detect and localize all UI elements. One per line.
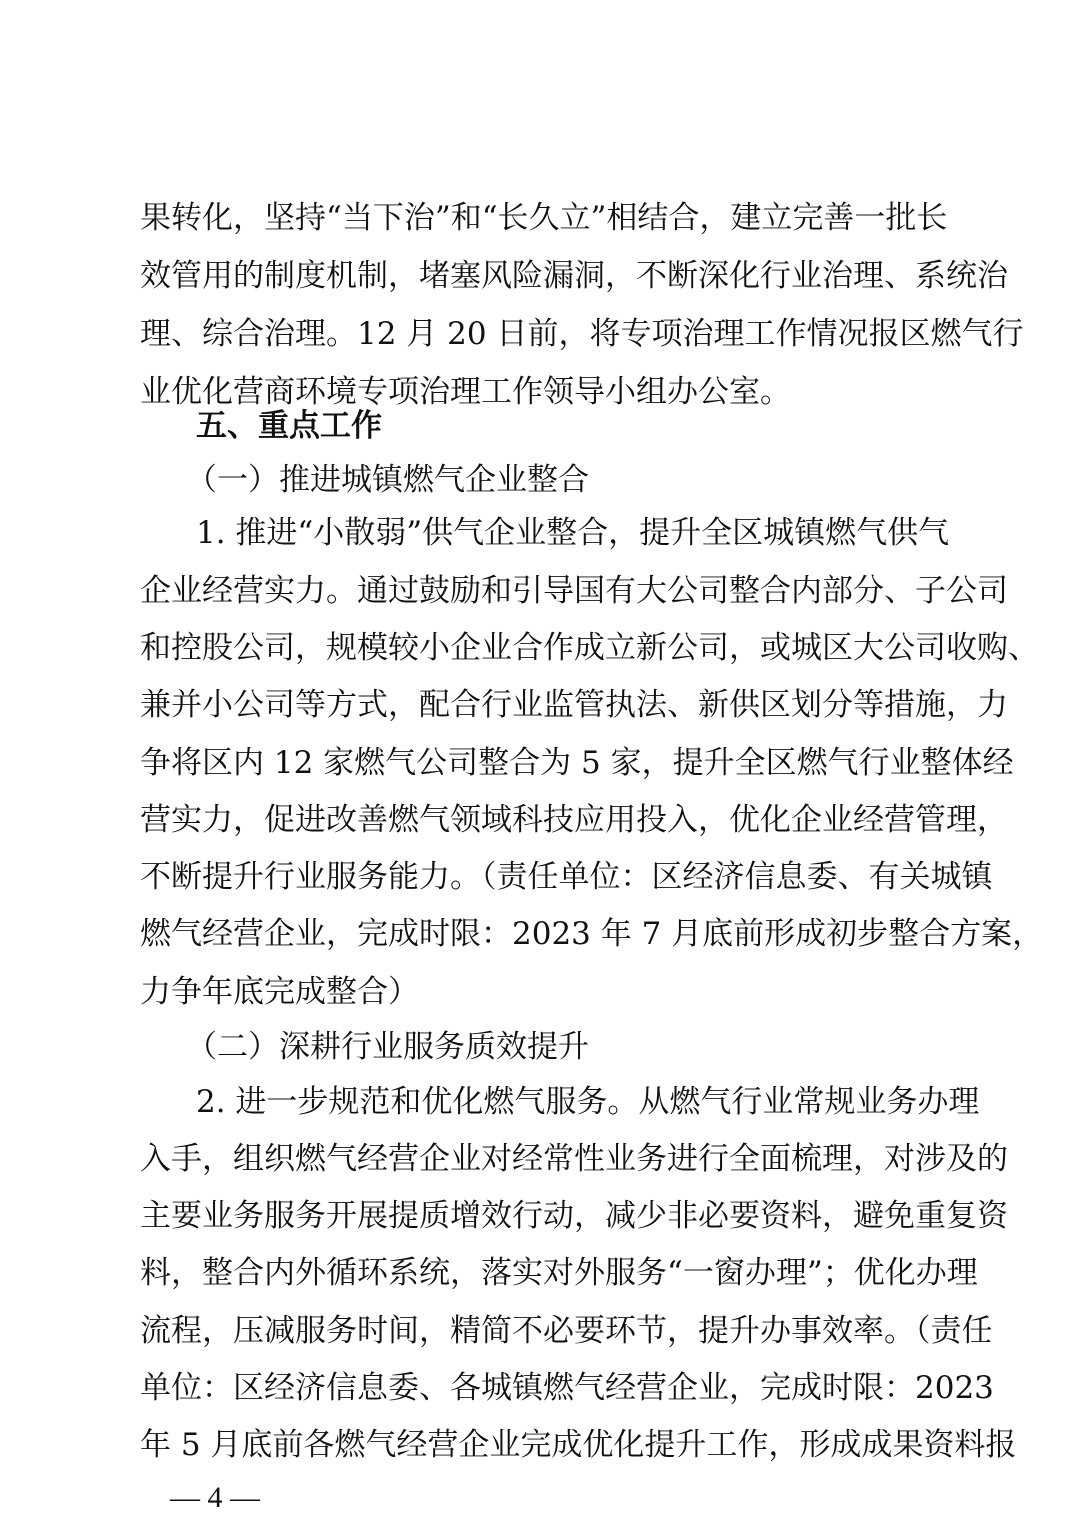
item-one-line-9: 力争年底完成整合） <box>140 974 419 1010</box>
item-one-line-6: 营实力，促进改善燃气领域科技应用投入，优化企业经营管理， <box>140 802 1008 838</box>
item-two-line-6: 单位：区经济信息委、各城镇燃气经营企业，完成时限：2023 <box>140 1370 994 1406</box>
intro-line-3: 理、综合治理。12 月 20 日前，将专项治理工作情况报区燃气行 <box>140 316 1024 352</box>
item-two-line-5: 流程，压减服务时间，精简不必要环节，提升办事效率。（责任 <box>140 1313 993 1349</box>
subsection-two-title: （二）深耕行业服务质效提升 <box>186 1029 589 1065</box>
item-two-line-4: 料，整合内外循环系统，落实对外服务“一窗办理”；优化办理 <box>140 1255 978 1291</box>
intro-line-1: 果转化，坚持“当下治”和“长久立”相结合，建立完善一批长 <box>140 200 948 236</box>
item-two-line-2: 入手，组织燃气经营企业对经常性业务进行全面梳理，对涉及的 <box>140 1141 1008 1177</box>
item-one-line-5: 争将区内 12 家燃气公司整合为 5 家，提升全区燃气行业整体经 <box>140 745 1014 781</box>
item-two-line-7: 年 5 月底前各燃气经营企业完成优化提升工作，形成成果资料报 <box>140 1427 1017 1463</box>
item-two-line-3: 主要业务服务开展提质增效行动，减少非必要资料，避免重复资 <box>140 1198 1008 1234</box>
item-two-line-1: 2. 进一步规范和优化燃气服务。从燃气行业常规业务办理 <box>196 1084 980 1120</box>
item-one-line-2: 企业经营实力。通过鼓励和引导国有大公司整合内部分、子公司 <box>140 573 1008 609</box>
subsection-one-title: （一）推进城镇燃气企业整合 <box>186 462 589 498</box>
item-one-line-3: 和控股公司，规模较小企业合作成立新公司，或城区大公司收购、 <box>140 630 1039 666</box>
intro-line-2: 效管用的制度机制，堵塞风险漏洞，不断深化行业治理、系统治 <box>140 258 1008 294</box>
page-number: — 4 — <box>170 1481 260 1514</box>
item-one-line-8: 燃气经营企业，完成时限：2023 年 7 月底前形成初步整合方案， <box>140 916 1044 952</box>
item-one-line-7: 不断提升行业服务能力。（责任单位：区经济信息委、有关城镇 <box>140 859 993 895</box>
section-five-title: 五、重点工作 <box>196 408 382 444</box>
item-one-line-4: 兼并小公司等方式，配合行业监管执法、新供区划分等措施，力 <box>140 687 1008 723</box>
intro-line-4: 业优化营商环境专项治理工作领导小组办公室。 <box>140 374 791 410</box>
item-one-line-1: 1. 推进“小散弱”供气企业整合，提升全区城镇燃气供气 <box>196 515 950 551</box>
